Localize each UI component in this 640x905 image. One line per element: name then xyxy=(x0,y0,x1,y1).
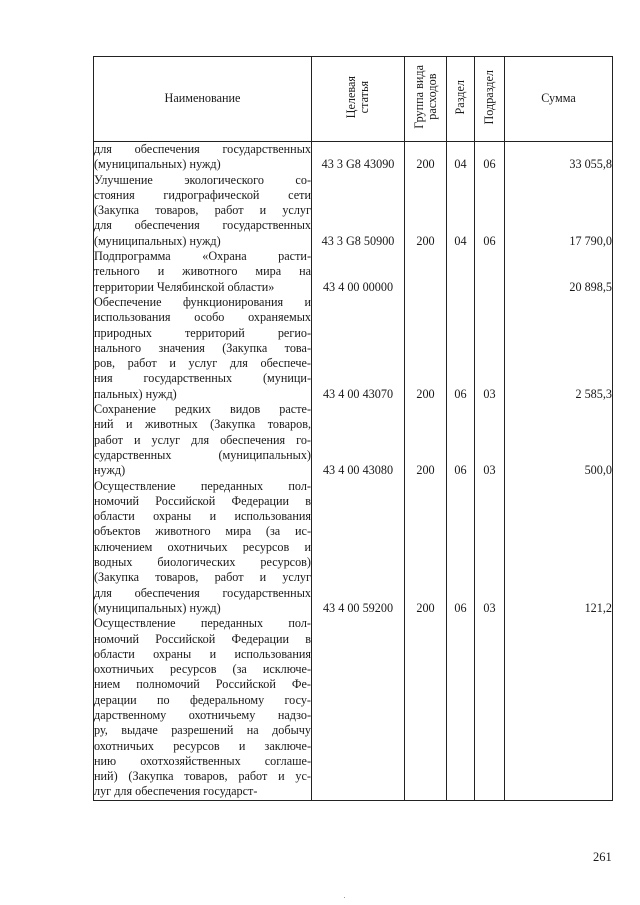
header-sum: Сумма xyxy=(505,57,613,142)
row-expense-group-cell: 200 xyxy=(405,173,447,249)
row-sum-cell: 500,0 xyxy=(505,402,613,478)
row-target-item-cell: 43 4 00 59200 xyxy=(312,479,405,617)
name-line: природных территорий регио- xyxy=(94,325,311,340)
row-name-cell xyxy=(94,295,312,402)
name-line: работ и услуг для обеспечения го- xyxy=(94,432,311,447)
row-expense-group-cell xyxy=(405,249,447,295)
table-row xyxy=(94,142,613,173)
name-line: водных биологических ресурсов) xyxy=(94,555,311,570)
name-line: номочий Российской Федерации в xyxy=(94,493,311,508)
name-line: для обеспечения государственных xyxy=(94,142,311,156)
name-line: области охраны и использования xyxy=(94,646,311,661)
header-subsection: Подраздел xyxy=(475,57,505,142)
row-expense-group-cell: 200 xyxy=(405,479,447,617)
row-section-cell xyxy=(447,616,475,800)
name-line: номочий Российской Федерации в xyxy=(94,631,311,646)
name-line: Осуществление переданных пол- xyxy=(94,616,311,631)
name-line: нужд) xyxy=(94,463,126,478)
name-line: (муниципальных) нужд) xyxy=(94,600,221,615)
table-row xyxy=(94,402,613,478)
row-expense-group-cell: 200 xyxy=(405,142,447,173)
page-number: 261 xyxy=(593,850,612,864)
name-line: ключением охотничьих ресурсов и xyxy=(94,539,311,554)
name-line: сударственных (муниципальных) xyxy=(94,447,311,462)
row-section-cell: 04 xyxy=(447,142,475,173)
table-header-row xyxy=(94,57,613,142)
row-subsection-cell: 06 xyxy=(475,173,505,249)
row-subsection-cell xyxy=(475,249,505,295)
table-row xyxy=(94,295,613,402)
name-line: охотничьих ресурсов (за исключе- xyxy=(94,662,311,677)
name-line: использования особо охраняемых xyxy=(94,310,311,325)
name-line: для обеспечения государственных xyxy=(94,218,311,233)
row-name-cell xyxy=(94,249,312,295)
name-line: нием полномочий Российской Фе- xyxy=(94,677,311,692)
scan-speck xyxy=(344,897,345,898)
name-line: ний) (Закупка товаров, работ и ус- xyxy=(94,769,311,784)
row-expense-group-cell: 200 xyxy=(405,402,447,478)
row-name-cell xyxy=(94,479,312,617)
name-line: дарственному охотничьему надзо- xyxy=(94,707,311,722)
table-row xyxy=(94,249,613,295)
header-section: Раздел xyxy=(447,57,475,142)
name-line: Осуществление переданных пол- xyxy=(94,478,311,493)
row-sum-cell xyxy=(505,616,613,800)
name-line: (муниципальных) нужд) xyxy=(94,233,221,248)
header-expense-group: Группа вида расходов xyxy=(405,57,447,142)
row-subsection-cell xyxy=(475,616,505,800)
name-line: дерации по федеральному госу- xyxy=(94,692,311,707)
name-line: (Закупка товаров, работ и услуг xyxy=(94,570,311,585)
row-name-cell xyxy=(94,142,312,173)
name-line: охотничьих ресурсов и заключе- xyxy=(94,738,311,753)
name-line: тельного и животного мира на xyxy=(94,264,311,279)
name-line: (муниципальных) нужд) xyxy=(94,157,221,172)
name-line: пальных) нужд) xyxy=(94,386,177,401)
name-line: территории Челябинской области» xyxy=(94,279,275,294)
row-name-cell xyxy=(94,173,312,249)
row-subsection-cell: 06 xyxy=(475,142,505,173)
row-subsection-cell: 03 xyxy=(475,295,505,402)
row-sum-cell: 20 898,5 xyxy=(505,249,613,295)
row-section-cell xyxy=(447,249,475,295)
row-target-item-cell: 43 3 G8 43090 xyxy=(312,142,405,173)
row-expense-group-cell xyxy=(405,616,447,800)
row-section-cell: 06 xyxy=(447,479,475,617)
name-line: Подпрограмма «Охрана расти- xyxy=(94,249,311,264)
row-target-item-cell: 43 4 00 43080 xyxy=(312,402,405,478)
row-target-item-cell: 43 4 00 43070 xyxy=(312,295,405,402)
name-line: стояния гидрографической сети xyxy=(94,187,311,202)
row-expense-group-cell: 200 xyxy=(405,295,447,402)
name-line: ров, работ и услуг для обеспече- xyxy=(94,356,311,371)
header-name: Наименование xyxy=(94,57,312,142)
row-section-cell: 06 xyxy=(447,295,475,402)
name-line: луг для обеспечения государст- xyxy=(94,784,258,799)
name-line: ния государственных (муници- xyxy=(94,371,311,386)
name-line: ру, выдаче разрешений на добычу xyxy=(94,723,311,738)
table-row xyxy=(94,616,613,800)
row-sum-cell: 17 790,0 xyxy=(505,173,613,249)
row-subsection-cell: 03 xyxy=(475,402,505,478)
name-line: для обеспечения государственных xyxy=(94,585,311,600)
name-line: Улучшение экологического со- xyxy=(94,172,311,187)
name-line: (Закупка товаров, работ и услуг xyxy=(94,203,311,218)
row-section-cell: 04 xyxy=(447,173,475,249)
row-name-cell xyxy=(94,402,312,478)
row-sum-cell: 2 585,3 xyxy=(505,295,613,402)
row-name-cell xyxy=(94,616,312,800)
row-sum-cell: 121,2 xyxy=(505,479,613,617)
budget-table xyxy=(93,56,613,801)
name-line: Сохранение редких видов расте- xyxy=(94,402,311,417)
row-sum-cell: 33 055,8 xyxy=(505,142,613,173)
header-target-item: Целевая статья xyxy=(312,57,405,142)
row-target-item-cell: 43 4 00 00000 xyxy=(312,249,405,295)
name-line: нального значения (Закупка това- xyxy=(94,340,311,355)
name-line: Обеспечение функционирования и xyxy=(94,294,311,309)
table-row xyxy=(94,173,613,249)
row-section-cell: 06 xyxy=(447,402,475,478)
name-line: нию охотхозяйственных соглаше- xyxy=(94,753,311,768)
row-target-item-cell: 43 3 G8 50900 xyxy=(312,173,405,249)
row-subsection-cell: 03 xyxy=(475,479,505,617)
table-row xyxy=(94,479,613,617)
name-line: области охраны и использования xyxy=(94,509,311,524)
row-target-item-cell xyxy=(312,616,405,800)
name-line: ний и животных (Закупка товаров, xyxy=(94,417,311,432)
name-line: объектов животного мира (за ис- xyxy=(94,524,311,539)
